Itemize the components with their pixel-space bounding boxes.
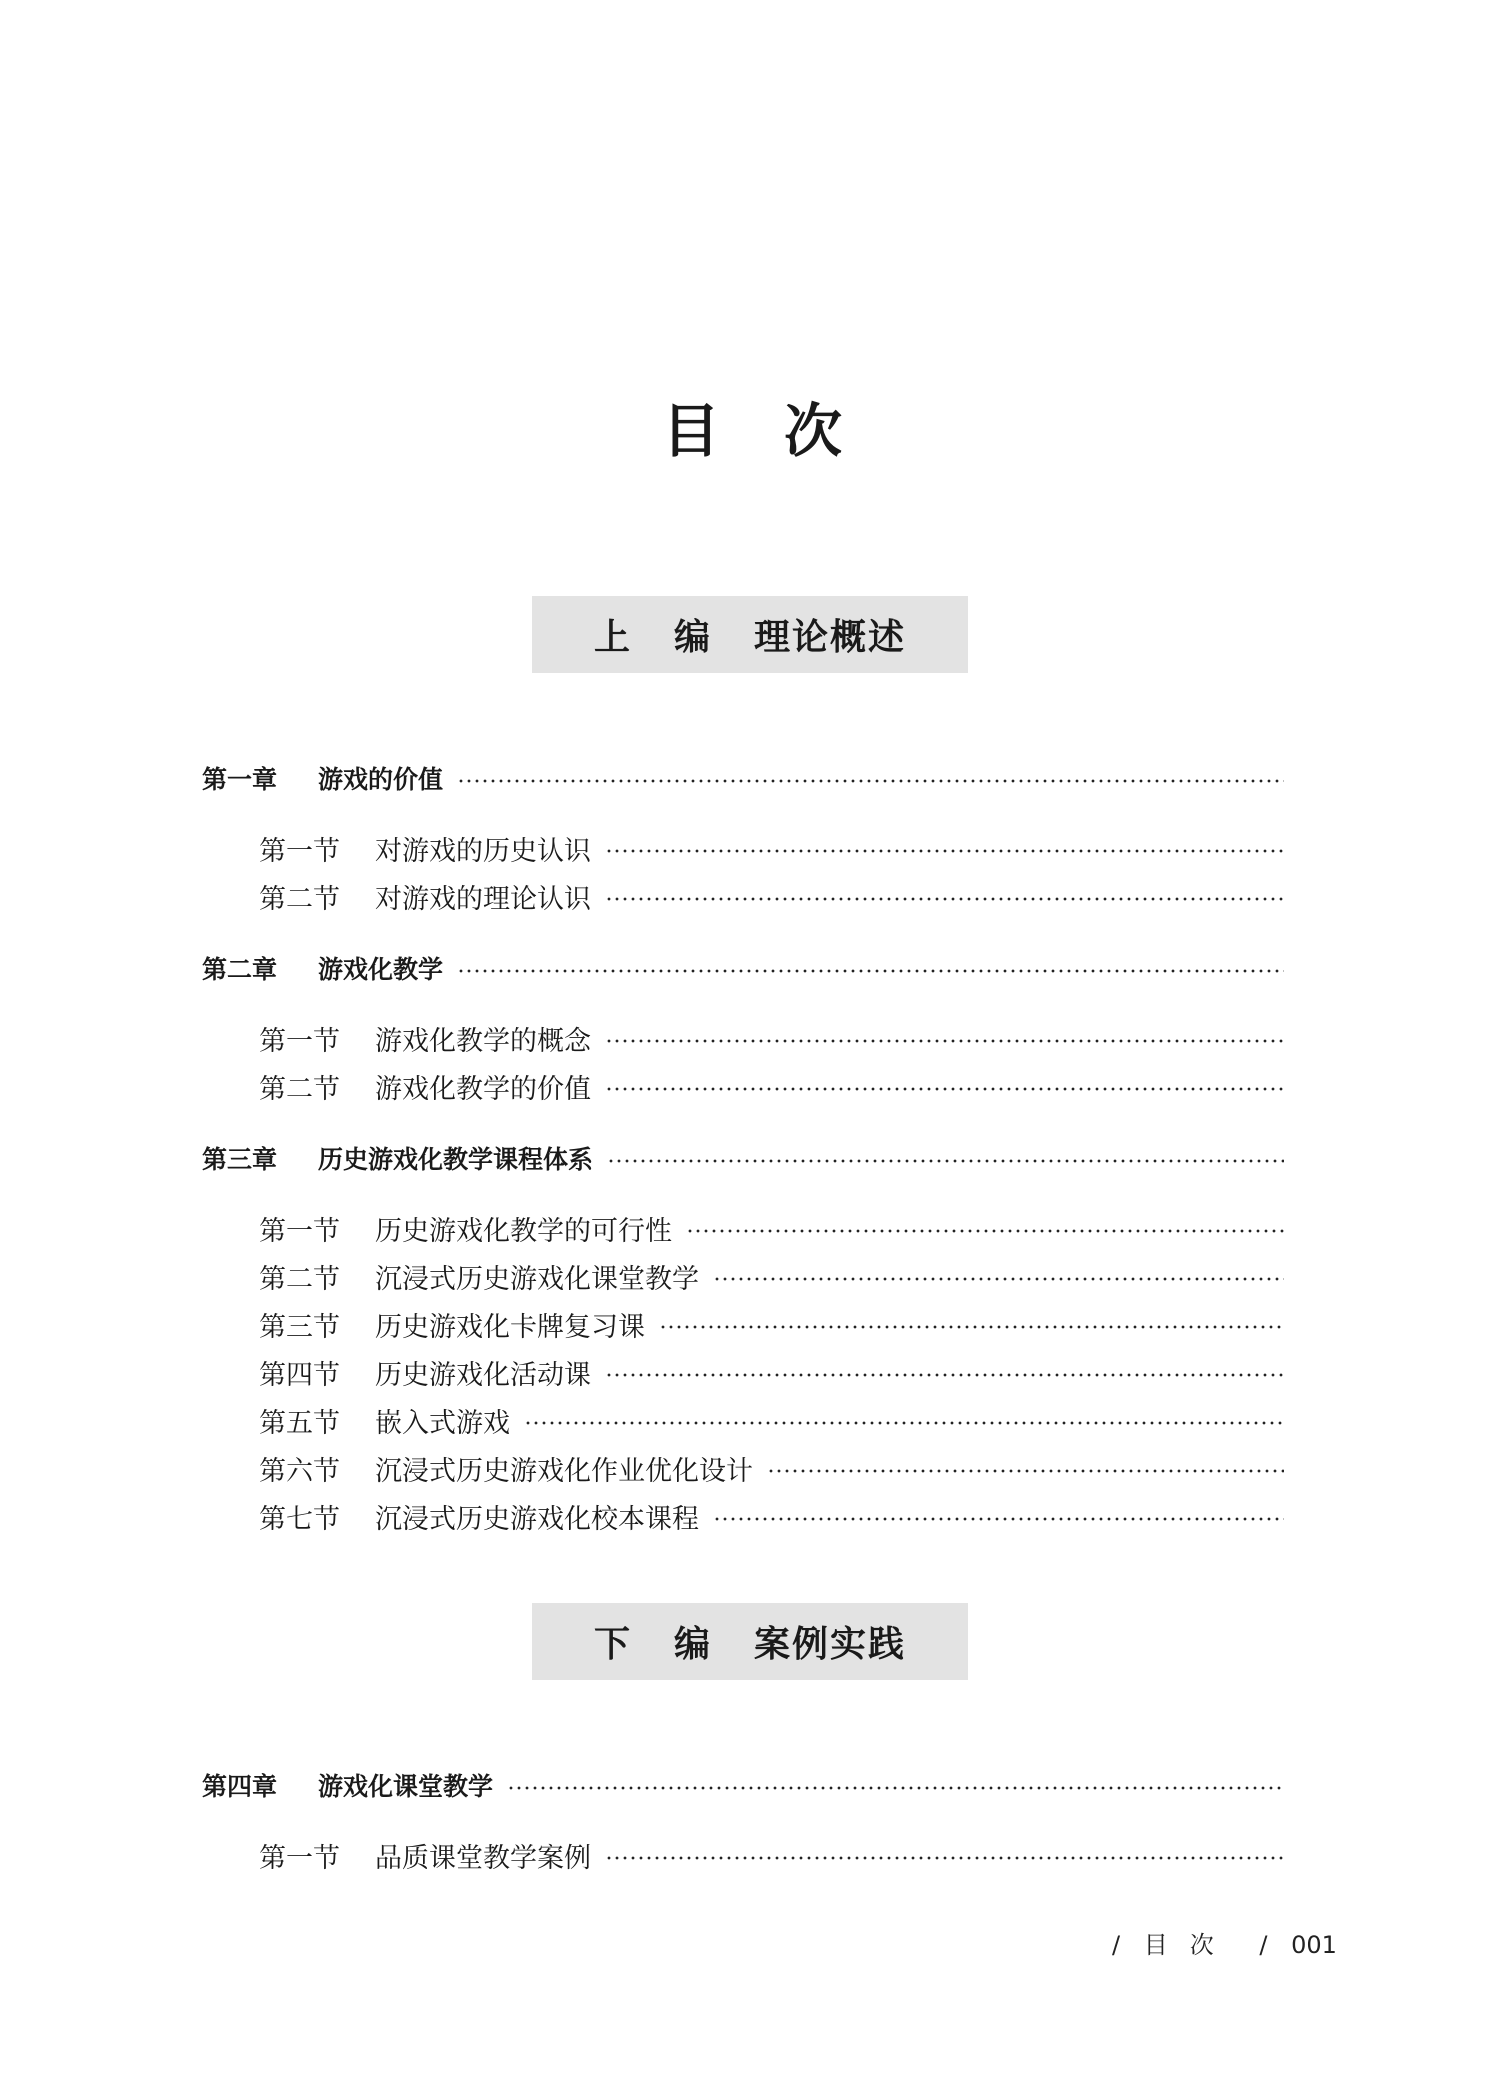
- toc-section[interactable]: [259, 1352, 1284, 1392]
- section-title: 沉浸式历史游戏化校本课程: [375, 1503, 699, 1535]
- section-title: 历史游戏化活动课: [375, 1359, 591, 1391]
- section-title: 品质课堂教学案例: [375, 1842, 591, 1874]
- section-title: 沉浸式历史游戏化课堂教学: [375, 1263, 699, 1295]
- dot-leader: [605, 1039, 1284, 1043]
- part-label: 下编: [593, 1624, 754, 1665]
- part-header-2: [532, 1603, 968, 1680]
- dot-leader: [713, 1277, 1284, 1281]
- section-number: 第一节: [259, 1842, 340, 1874]
- chapter-title: 游戏化教学: [318, 955, 444, 984]
- part-title: 案例实践: [754, 1624, 907, 1665]
- dot-leader: [605, 849, 1284, 853]
- toc-section[interactable]: [259, 1496, 1284, 1536]
- toc-section[interactable]: [259, 1400, 1284, 1440]
- toc-chapter[interactable]: [202, 758, 1284, 798]
- dot-leader: [457, 969, 1284, 973]
- toc-chapter[interactable]: [202, 948, 1284, 988]
- toc-section[interactable]: [259, 1448, 1284, 1488]
- part-header-1: [532, 596, 968, 673]
- toc-section[interactable]: [259, 1304, 1284, 1344]
- section-number: 第五节: [259, 1407, 340, 1439]
- section-title: 对游戏的历史认识: [375, 835, 591, 867]
- toc-section[interactable]: [259, 828, 1284, 868]
- page-title: 目次: [661, 397, 906, 465]
- toc-chapter[interactable]: [202, 1138, 1284, 1178]
- part-title: 理论概述: [754, 617, 907, 658]
- dot-leader: [713, 1517, 1284, 1521]
- section-number: 第四节: [259, 1359, 340, 1391]
- footer-label: 目次: [1143, 1931, 1236, 1959]
- section-title: 游戏化教学的价值: [375, 1073, 591, 1105]
- section-title: 游戏化教学的概念: [375, 1025, 591, 1057]
- dot-leader: [605, 1856, 1284, 1860]
- dot-leader: [457, 779, 1284, 783]
- dot-leader: [767, 1469, 1284, 1473]
- chapter-title: 游戏化课堂教学: [318, 1772, 494, 1801]
- section-number: 第一节: [259, 1215, 340, 1247]
- chapter-title: 历史游戏化教学课程体系: [318, 1145, 594, 1174]
- section-title: 历史游戏化教学的可行性: [375, 1215, 672, 1247]
- footer-slash: /: [1112, 1931, 1121, 1959]
- page-footer: [1096, 1925, 1337, 1960]
- toc-chapter[interactable]: [202, 1765, 1284, 1805]
- chapter-number: 第三章: [202, 1145, 278, 1174]
- toc-section[interactable]: [259, 876, 1284, 916]
- section-title: 嵌入式游戏: [375, 1407, 510, 1439]
- footer-slash: /: [1259, 1931, 1268, 1959]
- section-number: 第一节: [259, 835, 340, 867]
- section-title: 沉浸式历史游戏化作业优化设计: [375, 1455, 753, 1487]
- chapter-number: 第一章: [202, 765, 278, 794]
- page-number: 001: [1291, 1931, 1337, 1959]
- section-title: 历史游戏化卡牌复习课: [375, 1311, 645, 1343]
- part-label: 上编: [593, 617, 754, 658]
- toc-section[interactable]: [259, 1835, 1284, 1875]
- section-number: 第二节: [259, 1073, 340, 1105]
- toc-section[interactable]: [259, 1018, 1284, 1058]
- dot-leader: [507, 1786, 1284, 1790]
- dot-leader: [607, 1159, 1284, 1163]
- section-number: 第七节: [259, 1503, 340, 1535]
- dot-leader: [686, 1229, 1284, 1233]
- dot-leader: [524, 1421, 1284, 1425]
- dot-leader: [605, 1373, 1284, 1377]
- section-number: 第一节: [259, 1025, 340, 1057]
- dot-leader: [605, 1087, 1284, 1091]
- chapter-title: 游戏的价值: [318, 765, 444, 794]
- toc-section[interactable]: [259, 1066, 1284, 1106]
- chapter-number: 第四章: [202, 1772, 278, 1801]
- section-number: 第三节: [259, 1311, 340, 1343]
- section-number: 第六节: [259, 1455, 340, 1487]
- dot-leader: [605, 897, 1284, 901]
- toc-section[interactable]: [259, 1256, 1284, 1296]
- section-number: 第二节: [259, 883, 340, 915]
- section-number: 第二节: [259, 1263, 340, 1295]
- chapter-number: 第二章: [202, 955, 278, 984]
- dot-leader: [659, 1325, 1284, 1329]
- toc-section[interactable]: [259, 1208, 1284, 1248]
- section-title: 对游戏的理论认识: [375, 883, 591, 915]
